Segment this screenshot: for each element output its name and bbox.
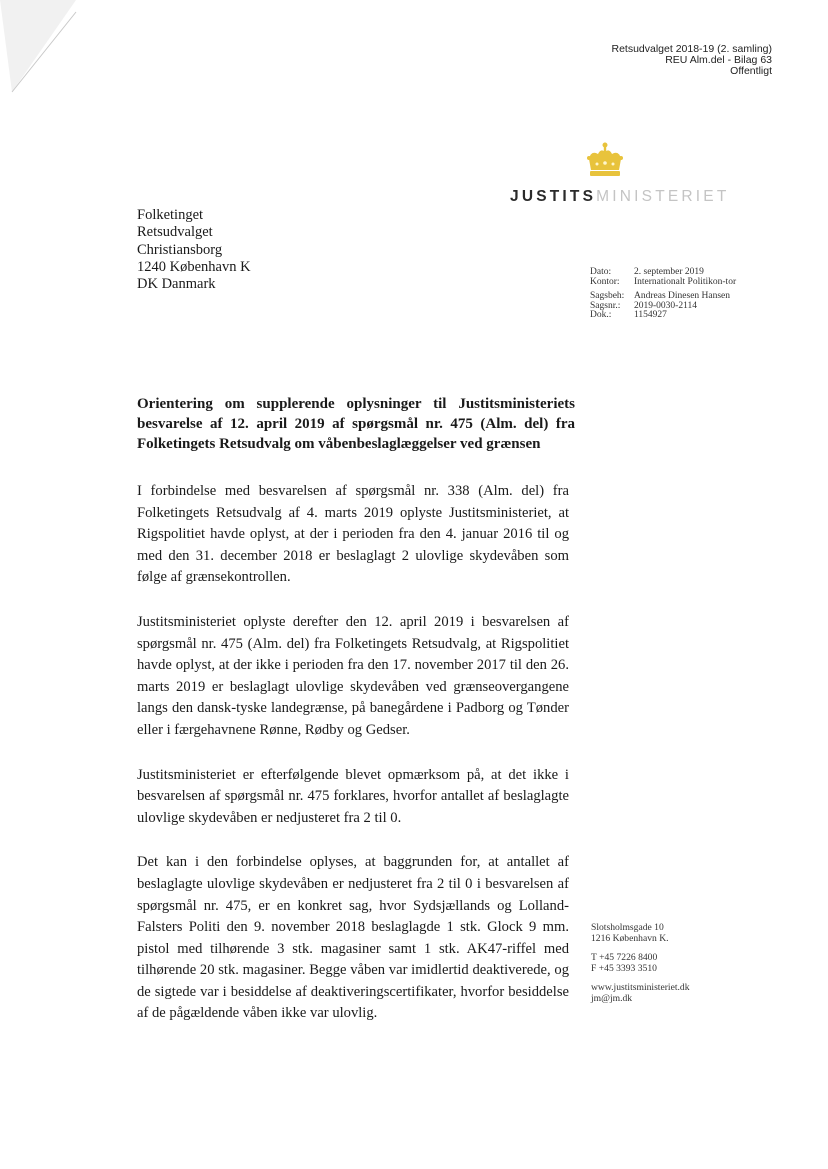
meta-value: 2. september 2019 <box>634 267 704 277</box>
contact-city: 1216 København K. <box>591 933 669 944</box>
page-fold-corner <box>0 0 80 95</box>
meta-value: Internationalt Politikon-tor <box>634 276 737 287</box>
body-paragraph: Justitsministeriet oplyste derefter den 12. april 2019 i besvarelsen af spørgsmål nr. 475 (Alm. del) fra Folketingets Retsudvalg, at Rigspolitiet havde oplyst, at der ikke i perioden fra den 17. november 2017 til den 26. marts 2019 er beslaglagt ulovlige skydevåben ved grænseovergangene langs den dansk-tyske landegrænse, på banegårdene i Padborg og Tønder eller i færgehavnene Rønne, Rødby og Gedser. <box>137 613 569 738</box>
meta-label: Dok.: <box>590 310 612 321</box>
meta-label: Kontor: <box>590 276 620 287</box>
contact-fax: F +45 3393 3510 <box>591 963 657 974</box>
meta-row-case-number <box>590 302 744 312</box>
letter-heading: Orientering om supplerende oplysninger til Justitsministeriets besvarelse af 12. april 2019 af spørgsmål nr. 475 (Alm. del) fra Folketingets Retsudvalg om våbenbeslaglæggelser ved grænsen <box>137 396 575 452</box>
body-paragraph: I forbindelse med besvarelsen af spørgsmål nr. 338 (Alm. del) fra Folketingets Retsudvalg af 4. marts 2019 oplyste Justitsministeriet, at Rigspolitiet havde oplyst, at der i perioden fra den 4. januar 2016 til og med den 31. december 2018 er beslaglagt 2 ulovlige skydevåben som følge af grænsekontrollen. <box>137 483 569 586</box>
logo-part-justits: JUSTITS <box>510 188 597 205</box>
contact-phone: T +45 7226 8400 <box>591 952 658 963</box>
logo-part-ministeriet: MINISTERIET <box>596 188 730 205</box>
crown-icon <box>586 142 624 182</box>
meta-value: Andreas Dinesen Hansen <box>634 291 731 302</box>
archive-stamp <box>611 44 772 77</box>
meta-row-office <box>590 278 744 288</box>
document-metadata <box>590 268 744 321</box>
ministry-logo <box>510 188 730 206</box>
address-line: DK Danmark <box>137 276 216 293</box>
stamp-line: Retsudvalget 2018-19 (2. samling) <box>611 43 772 55</box>
meta-value: 2019-0030-2114 <box>634 300 697 311</box>
meta-label: Sagsnr.: <box>590 300 621 311</box>
letter-body <box>137 481 569 1048</box>
body-paragraph: Justitsministeriet er efterfølgende blevet opmærksom på, at det ikke i besvarelsen af spørgsmål nr. 475 forklares, hvorfor antallet af beslaglagte ulovlige skydevåben er nedjusteret fra 2 til 0. <box>137 766 569 826</box>
address-line: 1240 København K <box>137 258 251 275</box>
contact-website-link[interactable]: www.justitsministeriet.dk <box>591 982 690 993</box>
stamp-line: Offentligt <box>730 65 772 77</box>
meta-label: Sagsbeh: <box>590 291 625 302</box>
stamp-line: REU Alm.del - Bilag 63 <box>665 54 772 66</box>
address-line: Folketinget <box>137 207 204 223</box>
meta-row-document <box>590 311 744 321</box>
contact-email-link[interactable]: jm@jm.dk <box>591 993 633 1004</box>
meta-value: 1154927 <box>634 310 667 321</box>
recipient-address <box>137 207 251 293</box>
address-line: Christiansborg <box>137 241 223 258</box>
body-paragraph: Det kan i den forbindelse oplyses, at baggrunden for, at antallet af beslaglagte ulovlige skydevåben er nedjusteret fra 2 til 0 i besvarelsen af spørgsmål nr. 475, er en konkret sag, hvor Sydsjællands og Lolland-Falsters Politi den 9. november 2018 beslaglagde 1 stk. Glock 9 mm. pistol med tilhørende 3 stk. magasiner samt 1 stk. AK47-riffel med tilhørende 20 stk. magasiner. Begge våben var imidlertid deaktiverede, og de sigtede var i besiddelse af deaktiveringscertifikater, hvorfor besiddelse af de pågældende våben ikke var ulovlig. <box>137 854 569 1022</box>
ministry-contact <box>591 922 690 1004</box>
contact-street: Slotsholmsgade 10 <box>591 922 664 933</box>
address-line: Retsudvalget <box>137 224 213 241</box>
meta-label: Dato: <box>590 267 612 277</box>
